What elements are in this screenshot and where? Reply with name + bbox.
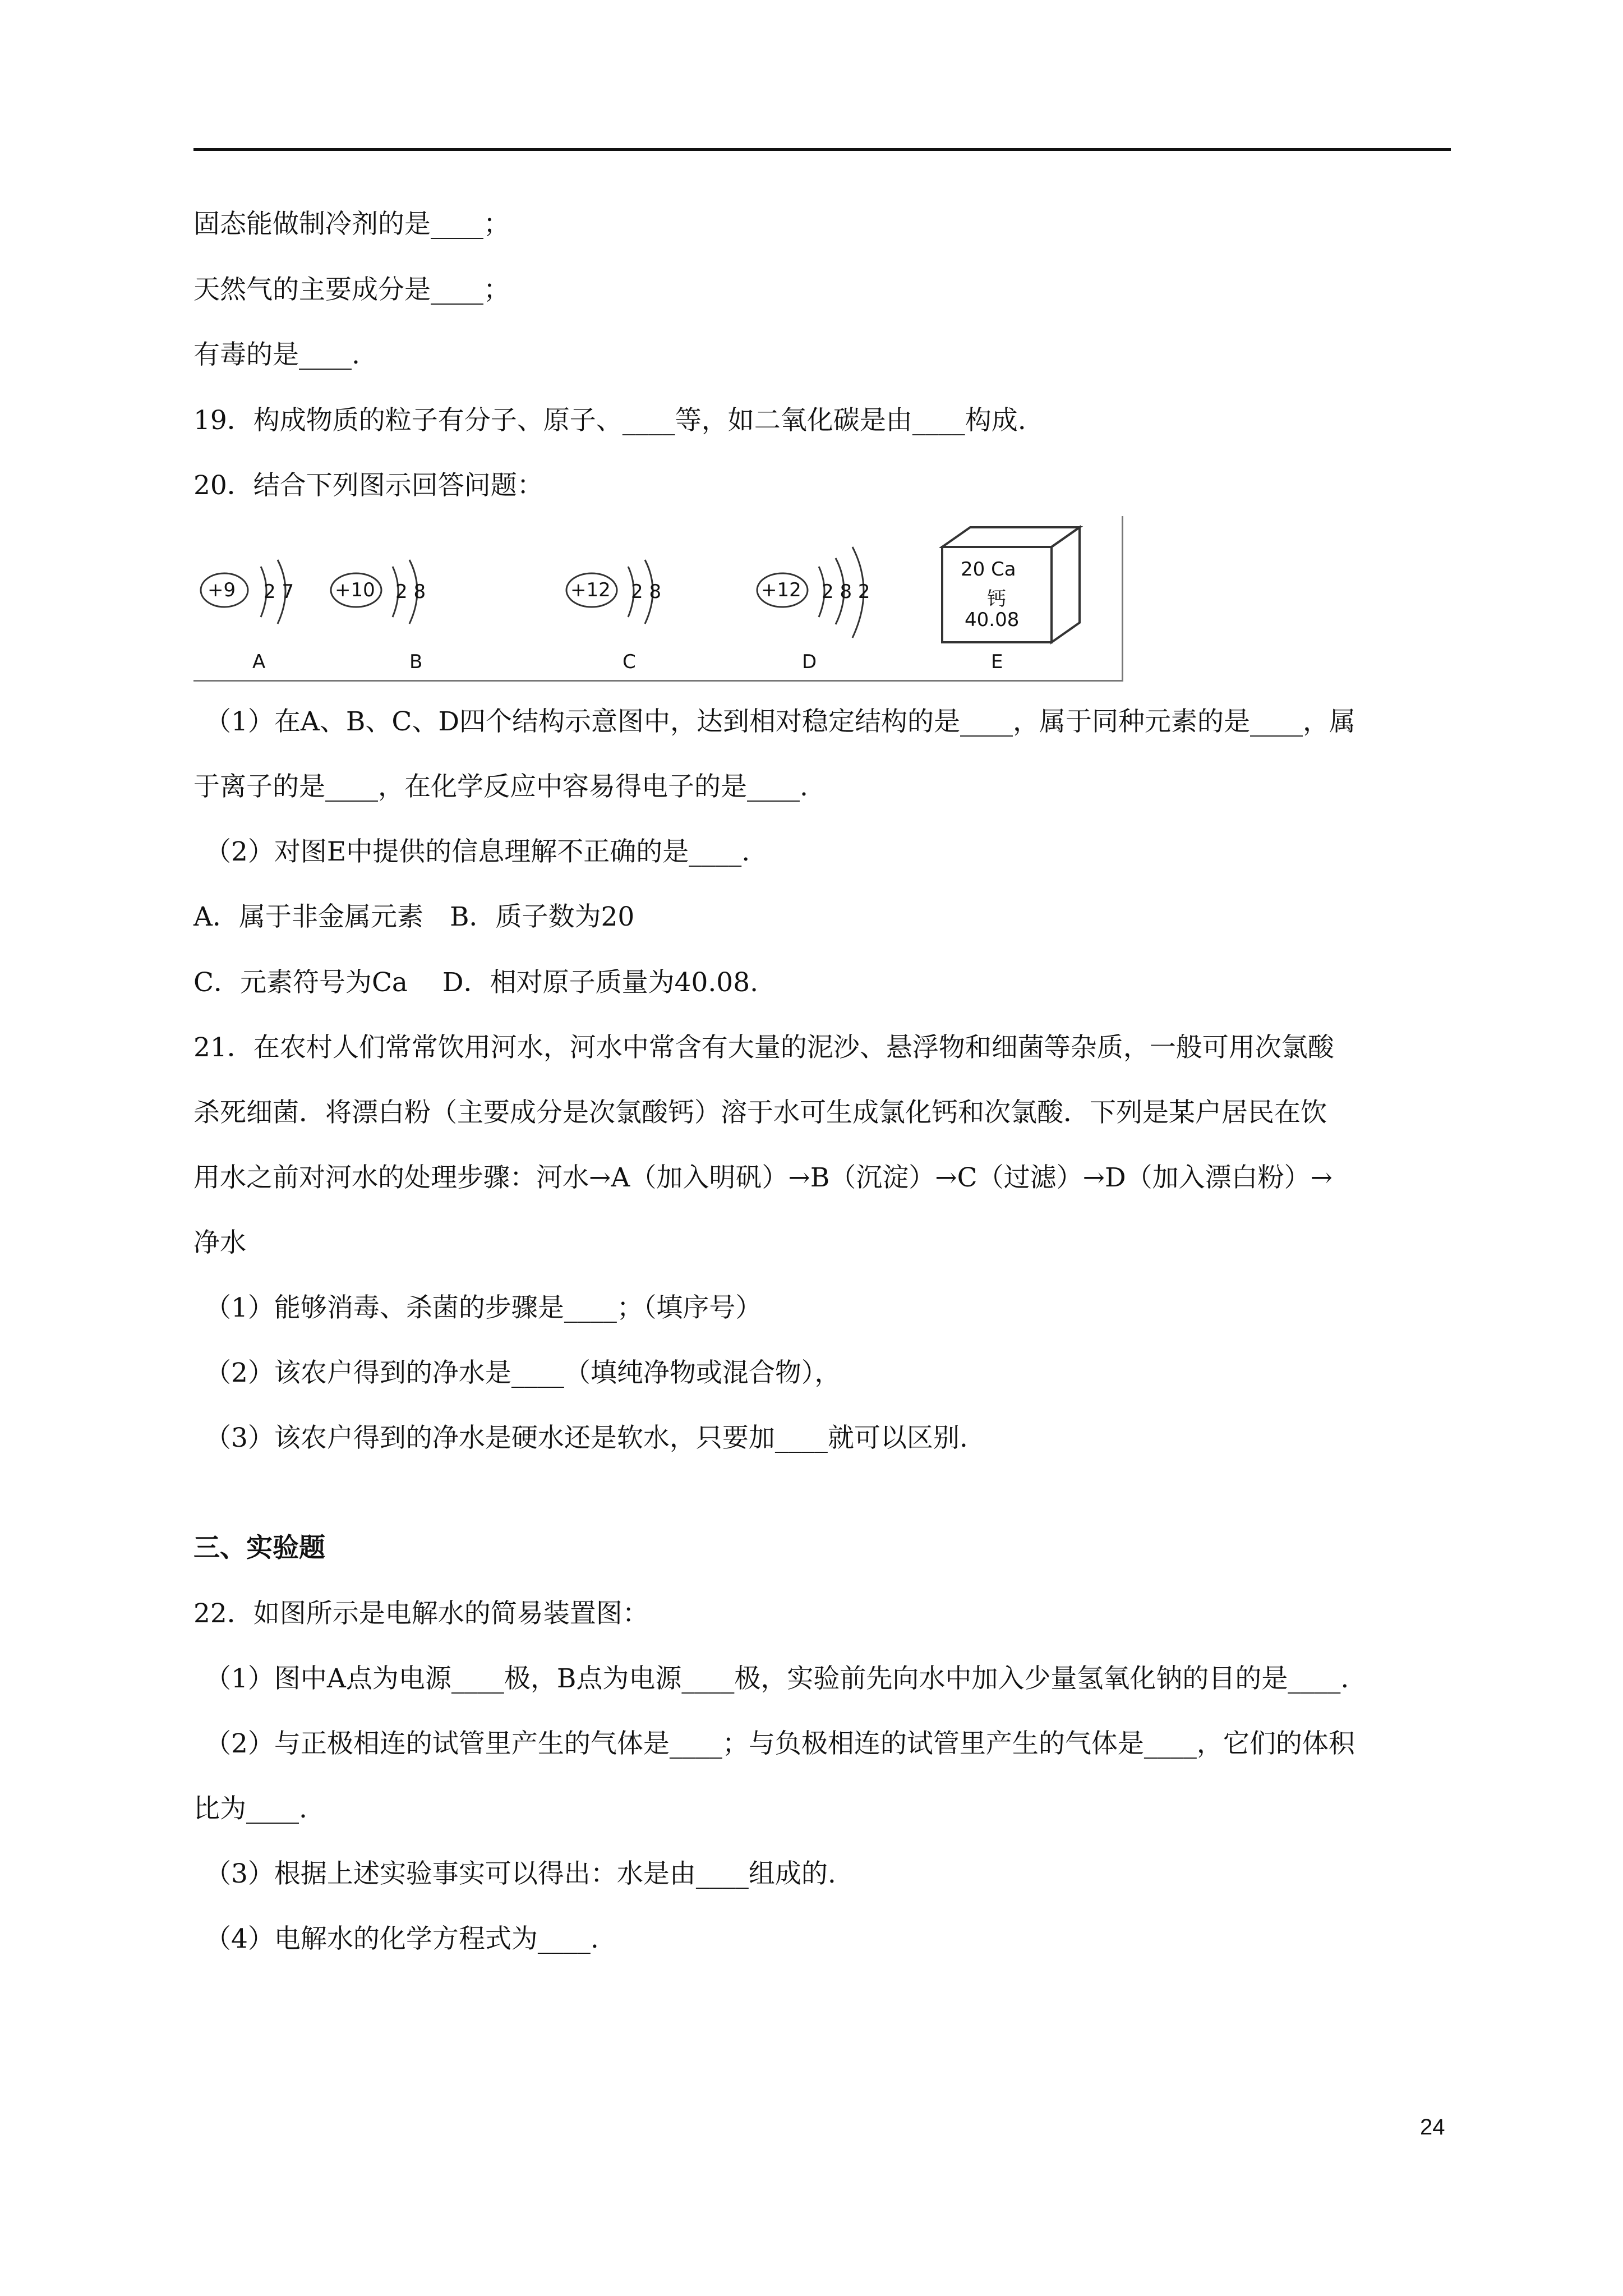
nucleus-label: +12 bbox=[570, 579, 611, 601]
option-line: C．元素符号为Ca D．相对原子质量为40.08. bbox=[193, 967, 759, 998]
question-20: 20．结合下列图示回答问题： bbox=[193, 470, 543, 501]
question-text: （1）能够消毒、杀菌的步骤是____；（填序号） bbox=[205, 1292, 762, 1323]
question-text: 用水之前对河水的处理步骤：河水→A（加入明矾）→B（沉淀）→C（过滤）→D（加入漂白粉）→ bbox=[193, 1162, 1333, 1193]
question-text: （3）该农户得到的净水是硬水还是软水，只要加____就可以区别. bbox=[205, 1423, 968, 1453]
question-text: （2）对图E中提供的信息理解不正确的是____. bbox=[205, 836, 750, 867]
figure-label: D bbox=[802, 651, 817, 673]
element-mass: 40.08 bbox=[965, 609, 1020, 631]
atom-diagram-c bbox=[558, 555, 726, 645]
nucleus-label: +12 bbox=[761, 579, 801, 601]
figure-label: B bbox=[409, 651, 423, 673]
figure-label: C bbox=[623, 651, 636, 673]
option-line: A．属于非金属元素 B．质子数为20 bbox=[193, 901, 635, 932]
header-rule bbox=[193, 148, 1451, 151]
question-19: 19．构成物质的粒子有分子、原子、____等，如二氧化碳是由____构成. bbox=[193, 405, 1026, 436]
question-text: 于离子的是____，在化学反应中容易得电子的是____. bbox=[193, 771, 808, 802]
page-number: 24 bbox=[1420, 2115, 1445, 2139]
question-22: 22．如图所示是电解水的简易装置图： bbox=[193, 1598, 649, 1629]
question-text: 净水 bbox=[193, 1227, 246, 1258]
shell-electrons: 2 8 bbox=[631, 581, 662, 603]
question-text: （1）在A、B、C、D四个结构示意图中，达到相对稳定结构的是____，属于同种元素的是____，属 bbox=[205, 706, 1356, 737]
periodic-element-card bbox=[939, 524, 1085, 645]
question-text: 杀死细菌．将漂白粉（主要成分是次氯酸钙）溶于水可生成氯化钙和次氯酸．下列是某户居民在饮 bbox=[193, 1097, 1327, 1128]
atom-diagram-d bbox=[749, 555, 934, 645]
question-text: （1）图中A点为电源____极，B点为电源____极，实验前先向水中加入少量氢氧化钠的目的是____. bbox=[205, 1663, 1349, 1694]
shell-electrons: 2 8 bbox=[395, 581, 426, 603]
figure-label: A bbox=[252, 651, 266, 673]
nucleus-label: +9 bbox=[208, 579, 236, 601]
shell-electrons: 2 7 bbox=[264, 581, 294, 603]
figure-label: E bbox=[991, 651, 1003, 673]
question-text: 有毒的是____. bbox=[193, 339, 360, 370]
question-text: 天然气的主要成分是____； bbox=[193, 274, 510, 305]
question-21: 21．在农村人们常常饮用河水，河水中常含有大量的泥沙、悬浮物和细菌等杂质，一般可用次氯酸 bbox=[193, 1032, 1334, 1063]
shell-electrons: 2 8 2 bbox=[822, 581, 870, 603]
atom-structure-figure bbox=[193, 516, 1123, 682]
question-text: （3）根据上述实验事实可以得出：水是由____组成的. bbox=[205, 1858, 836, 1889]
atom-diagram-b bbox=[322, 555, 491, 645]
question-text: 比为____. bbox=[193, 1793, 307, 1824]
nucleus-label: +10 bbox=[335, 579, 375, 601]
element-name: 钙 bbox=[987, 588, 1006, 610]
section-heading: 三、实验题 bbox=[193, 1533, 325, 1563]
question-text: 固态能做制冷剂的是____； bbox=[193, 209, 510, 240]
element-number-symbol: 20 Ca bbox=[961, 558, 1016, 581]
question-text: （2）该农户得到的净水是____（填纯净物或混合物）， bbox=[205, 1358, 841, 1388]
question-text: （2）与正极相连的试管里产生的气体是____；与负极相连的试管里产生的气体是____，它们的体积 bbox=[205, 1728, 1355, 1759]
question-text: （4）电解水的化学方程式为____. bbox=[205, 1924, 599, 1954]
